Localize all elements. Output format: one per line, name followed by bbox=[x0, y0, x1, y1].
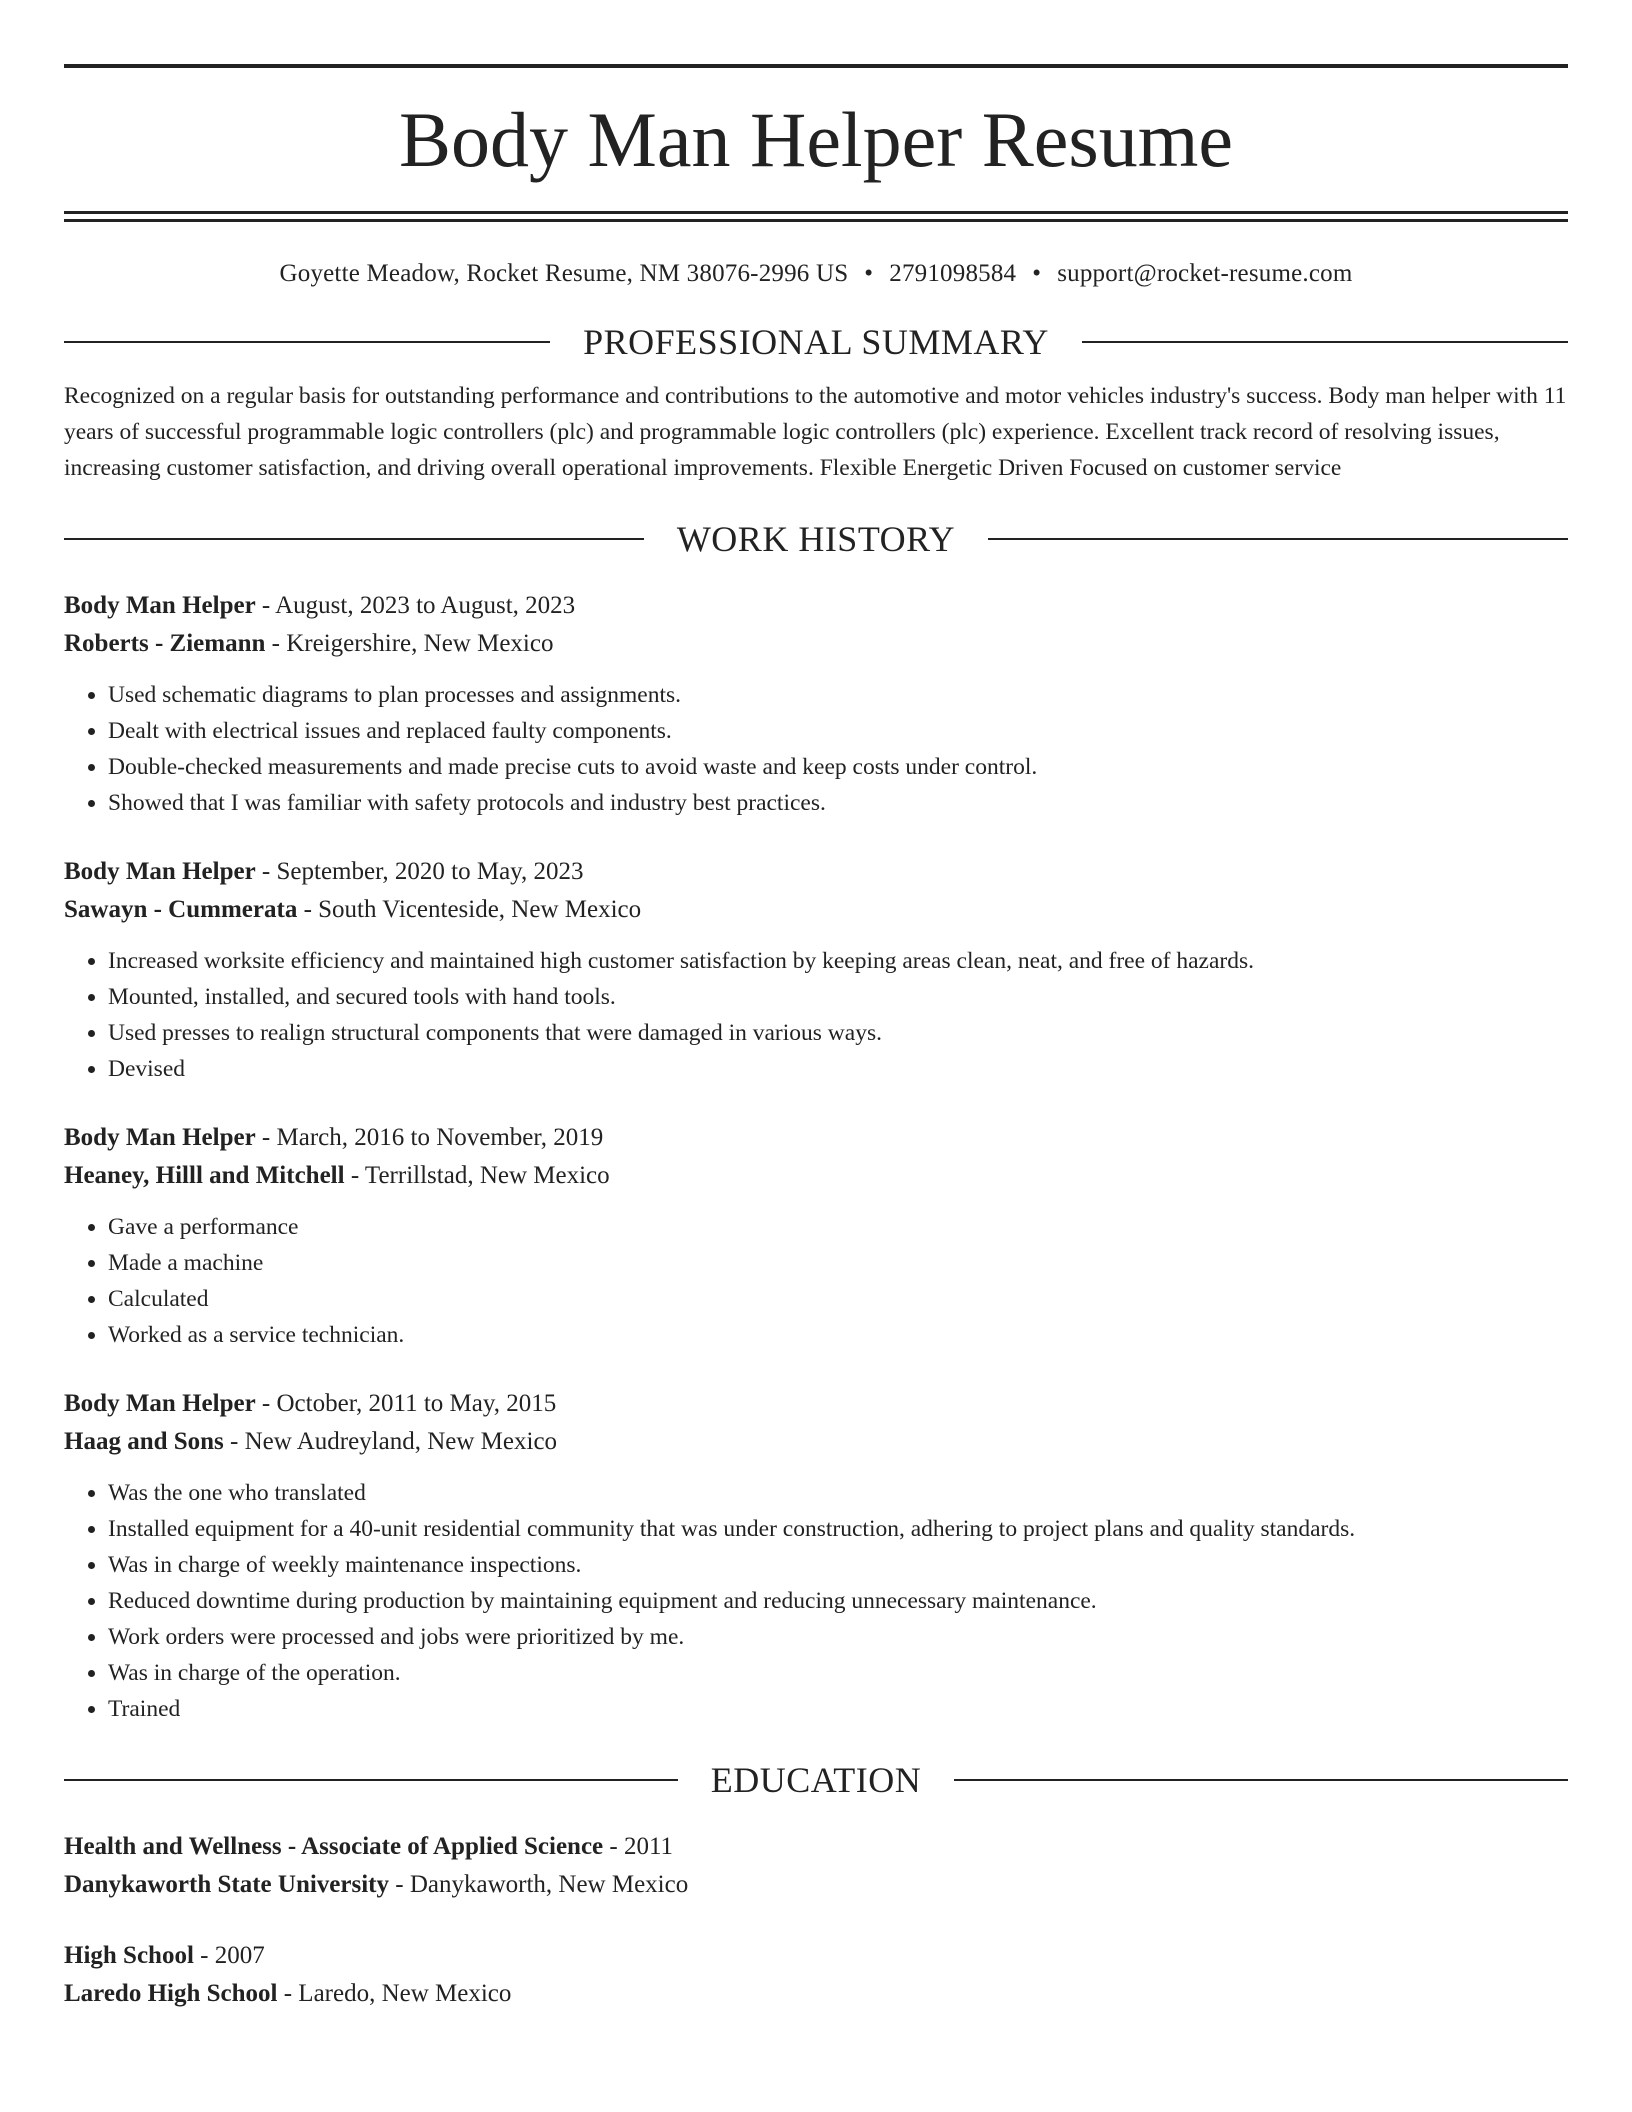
job-location: - South Vicenteside, New Mexico bbox=[297, 896, 642, 923]
job-dates: - September, 2020 to May, 2023 bbox=[255, 858, 584, 885]
title-double-rule bbox=[64, 211, 1568, 222]
job-location: - Terrillstad, New Mexico bbox=[344, 1162, 610, 1189]
section-title: EDUCATION bbox=[710, 1760, 922, 1800]
job-bullet: • Trained bbox=[108, 1691, 1568, 1727]
heading-rule-right bbox=[954, 1779, 1568, 1781]
education-degree: High School bbox=[64, 1942, 194, 1969]
heading-rule-left bbox=[64, 1779, 678, 1781]
education-location: - Danykaworth, New Mexico bbox=[389, 1871, 689, 1898]
job-bullet: • Increased worksite efficiency and maintained high customer satisfaction by keeping areas clean, neat, and free of hazards. bbox=[108, 943, 1568, 979]
job-title-line bbox=[64, 853, 1568, 891]
section-title: WORK HISTORY bbox=[676, 519, 956, 559]
resume-title: Body Man Helper Resume bbox=[398, 96, 1233, 183]
job-bullet: • Gave a performance bbox=[108, 1209, 1568, 1245]
education-school: Laredo High School bbox=[64, 1980, 278, 2007]
section-heading-work bbox=[64, 517, 1568, 561]
contact-line bbox=[64, 259, 1568, 289]
job-bullet: • Reduced downtime during production by maintaining equipment and reducing unnecessary maintenance. bbox=[108, 1583, 1568, 1619]
job-bullet: • Was in charge of the operation. bbox=[108, 1655, 1568, 1691]
job-title: Body Man Helper bbox=[64, 858, 256, 885]
section-heading-summary bbox=[64, 320, 1568, 364]
education-degree-line bbox=[64, 1937, 1568, 1975]
job-location: - Kreigershire, New Mexico bbox=[265, 630, 554, 657]
heading-rule-right bbox=[988, 538, 1568, 540]
job-bullet: • Dealt with electrical issues and replaced faulty components. bbox=[108, 713, 1568, 749]
job-company-line bbox=[64, 891, 1568, 929]
job-bullet: • Calculated bbox=[108, 1281, 1568, 1317]
job-dates: - March, 2016 to November, 2019 bbox=[255, 1124, 604, 1151]
heading-rule-left bbox=[64, 341, 550, 343]
contact-phone: 2791098584 bbox=[889, 260, 1017, 287]
education-degree-line bbox=[64, 1828, 1568, 1866]
job-title: Body Man Helper bbox=[64, 1390, 256, 1417]
contact-separator: • bbox=[1032, 260, 1042, 287]
work-history bbox=[64, 587, 1568, 1727]
job-location: - New Audreyland, New Mexico bbox=[223, 1428, 558, 1455]
summary-text: Recognized on a regular basis for outstanding performance and contributions to the automotive and motor vehicles industry's success. Body man helper with 11 years of successful programmable logic controllers (plc) and programmable logic controllers (plc) experience. Excellent track record of resolving issues, increasing customer satisfaction, and driving overall operational improvements. Flexible Energetic Driven Focused on customer service bbox=[64, 383, 1567, 481]
job-company: Roberts - Ziemann bbox=[64, 630, 266, 657]
job-company: Sawayn - Cummerata bbox=[64, 896, 298, 923]
job-dates: - October, 2011 to May, 2015 bbox=[255, 1390, 557, 1417]
education-year: - 2011 bbox=[603, 1833, 674, 1860]
job-bullet: • Work orders were processed and jobs were prioritized by me. bbox=[108, 1619, 1568, 1655]
job-dates: - August, 2023 to August, 2023 bbox=[255, 592, 576, 619]
job-bullets bbox=[64, 1209, 1568, 1353]
job-bullet: • Mounted, installed, and secured tools with hand tools. bbox=[108, 979, 1568, 1015]
job-entry bbox=[64, 1119, 1568, 1353]
job-bullet: • Used schematic diagrams to plan processes and assignments. bbox=[108, 677, 1568, 713]
education-school: Danykaworth State University bbox=[64, 1871, 389, 1898]
job-company-line bbox=[64, 625, 1568, 663]
education-school-line bbox=[64, 1866, 1568, 1904]
education-entry bbox=[64, 1937, 1568, 2013]
job-entry bbox=[64, 853, 1568, 1087]
contact-email: support@rocket-resume.com bbox=[1057, 260, 1353, 287]
job-title-line bbox=[64, 587, 1568, 625]
job-title: Body Man Helper bbox=[64, 592, 256, 619]
job-bullet: • Double-checked measurements and made precise cuts to avoid waste and keep costs under control. bbox=[108, 749, 1568, 785]
job-title-line bbox=[64, 1119, 1568, 1157]
job-company-line bbox=[64, 1157, 1568, 1195]
section-title: PROFESSIONAL SUMMARY bbox=[583, 322, 1049, 362]
education-degree: Health and Wellness - Associate of Applied Science bbox=[64, 1833, 604, 1860]
education-year: - 2007 bbox=[193, 1942, 265, 1969]
job-bullet: • Devised bbox=[108, 1051, 1568, 1087]
job-bullet: • Worked as a service technician. bbox=[108, 1317, 1568, 1353]
top-rule bbox=[64, 64, 1568, 68]
job-company: Haag and Sons bbox=[64, 1428, 224, 1455]
heading-rule-right bbox=[1082, 341, 1568, 343]
job-title: Body Man Helper bbox=[64, 1124, 256, 1151]
job-title-line bbox=[64, 1385, 1568, 1423]
job-bullet: • Installed equipment for a 40-unit residential community that was under construction, adhering to project plans and quality standards. bbox=[108, 1511, 1568, 1547]
resume-page bbox=[64, 64, 1568, 2013]
education-location: - Laredo, New Mexico bbox=[277, 1980, 512, 2007]
job-entry bbox=[64, 1385, 1568, 1727]
job-bullets bbox=[64, 1475, 1568, 1727]
job-entry bbox=[64, 587, 1568, 821]
education-entry bbox=[64, 1828, 1568, 1904]
education-school-line bbox=[64, 1975, 1568, 2013]
job-bullet: • Used presses to realign structural components that were damaged in various ways. bbox=[108, 1015, 1568, 1051]
job-bullets bbox=[64, 943, 1568, 1087]
job-company: Heaney, Hilll and Mitchell bbox=[64, 1162, 345, 1189]
heading-rule-left bbox=[64, 538, 644, 540]
job-bullets bbox=[64, 677, 1568, 821]
job-bullet: • Was in charge of weekly maintenance inspections. bbox=[108, 1547, 1568, 1583]
contact-separator: • bbox=[864, 260, 874, 287]
job-bullet: • Was the one who translated bbox=[108, 1475, 1568, 1511]
job-bullet: • Made a machine bbox=[108, 1245, 1568, 1281]
section-heading-education bbox=[64, 1758, 1568, 1802]
contact-address: Goyette Meadow, Rocket Resume, NM 38076-2996 US bbox=[279, 260, 849, 287]
job-bullet: • Showed that I was familiar with safety protocols and industry best practices. bbox=[108, 785, 1568, 821]
job-company-line bbox=[64, 1423, 1568, 1461]
